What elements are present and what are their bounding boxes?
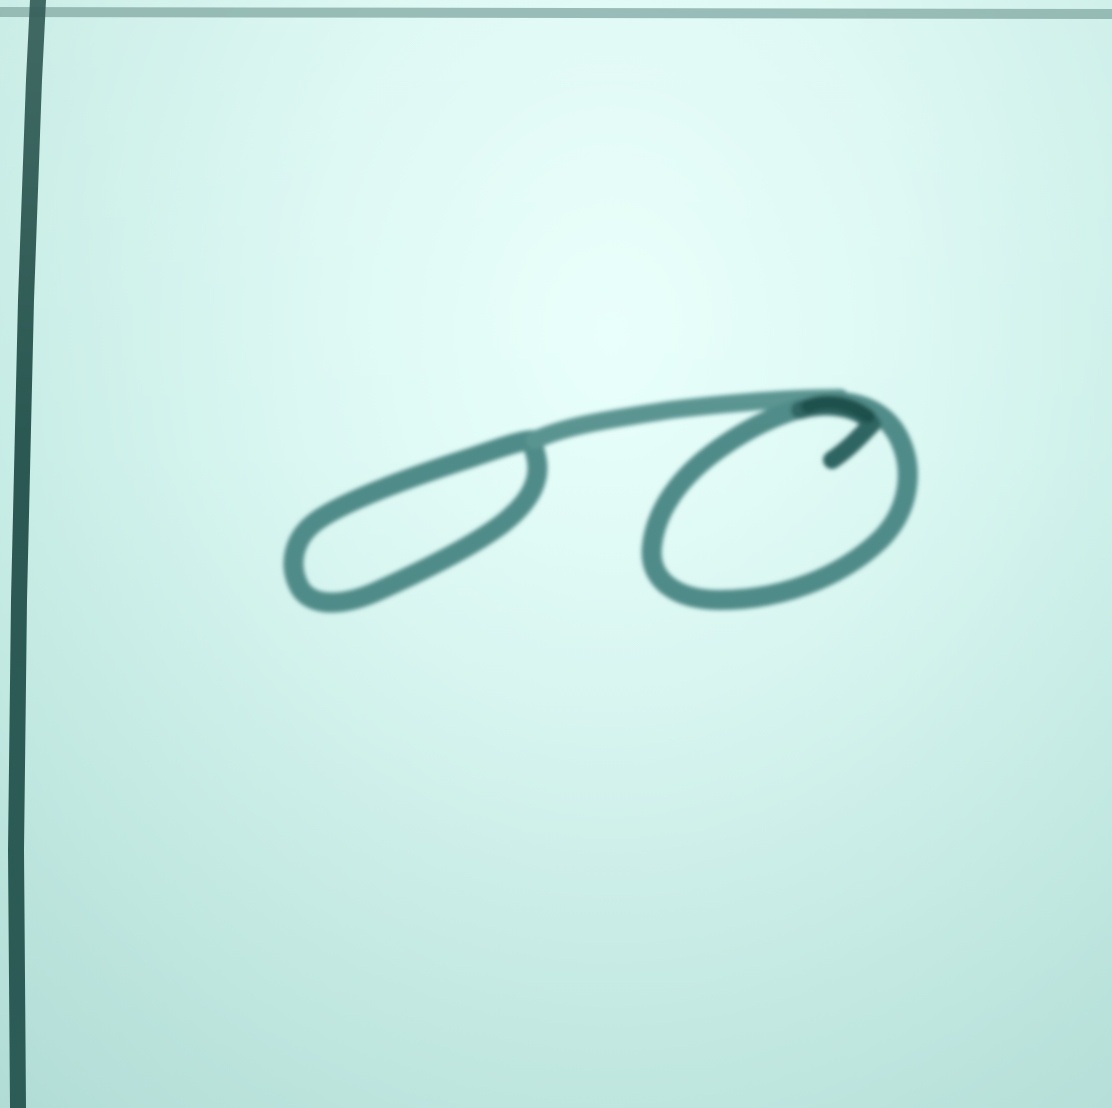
left-lens-outline xyxy=(294,440,538,603)
